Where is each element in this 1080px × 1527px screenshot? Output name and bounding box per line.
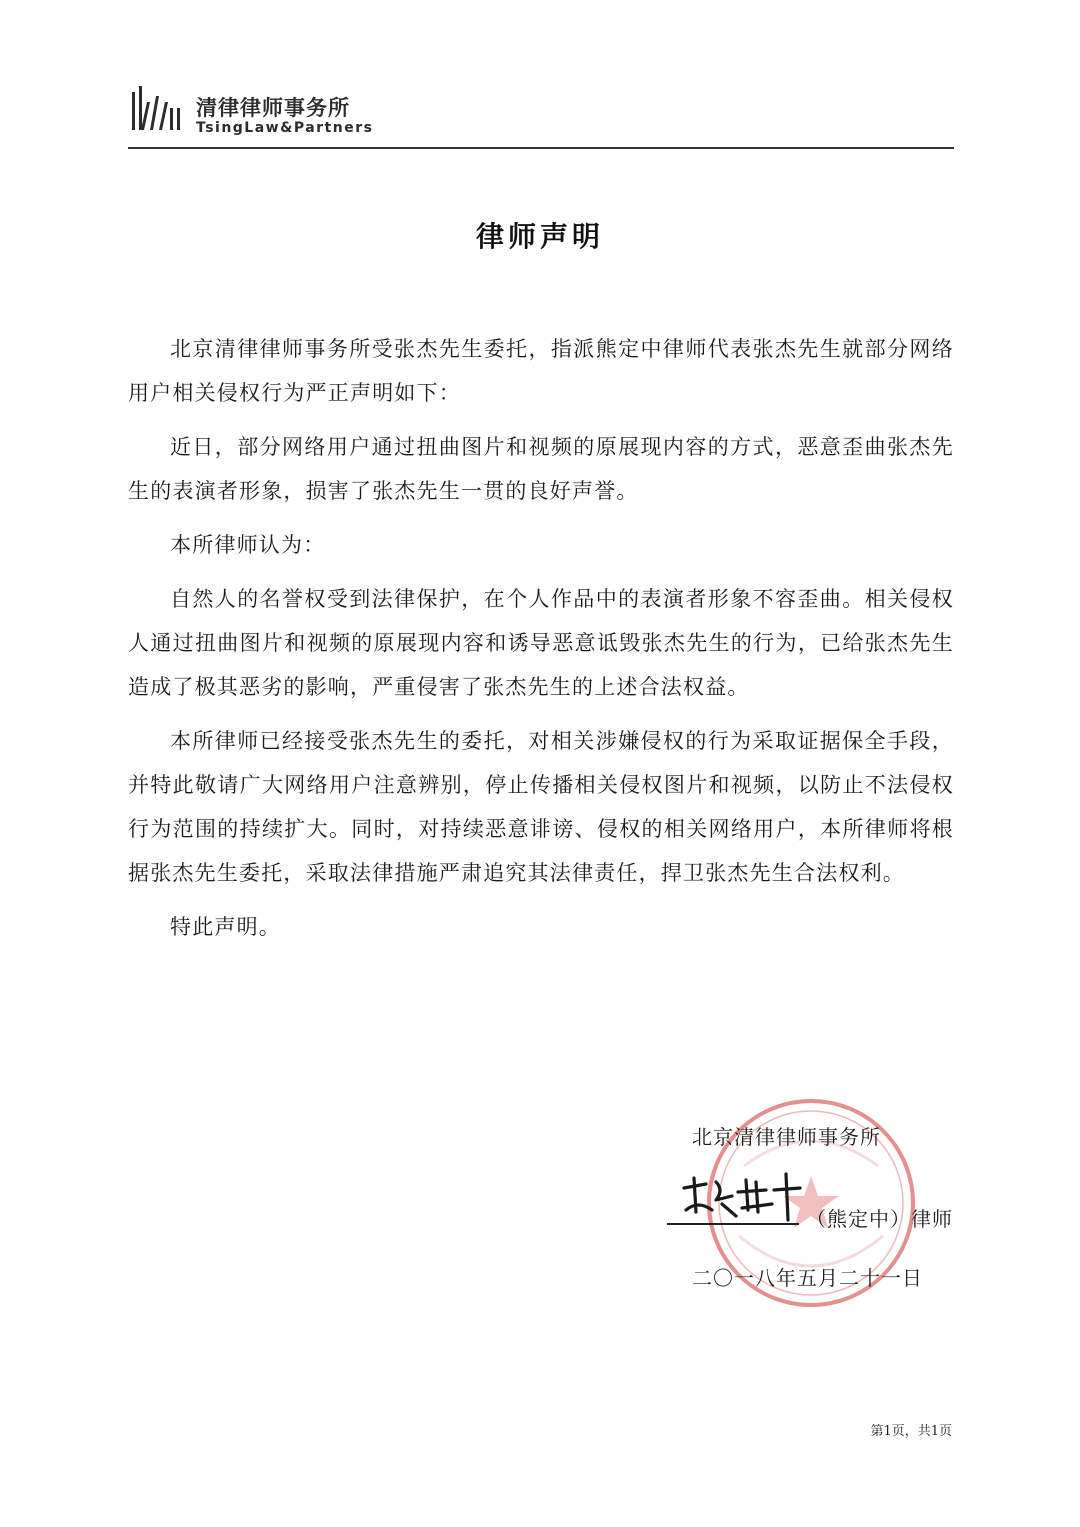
letterhead-firm-name-en: TsingLaw&Partners	[196, 120, 374, 136]
paragraph: 本所律师认为：	[170, 533, 326, 557]
paragraph: 近日，部分网络用户通过扭曲图片和视频的原展现内容的方式，恶意歪曲张杰先生的表演者形象，损害了张杰先生一贯的良好声誉。	[128, 435, 954, 503]
paragraph: 特此声明。	[170, 915, 281, 939]
paragraph: 北京清律律师事务所受张杰先生委托，指派熊定中律师代表张杰先生就部分网络用户相关侵权行为严正声明如下：	[128, 337, 954, 405]
page-number: 第1页，共1页	[870, 1424, 952, 1439]
firm-logo-icon	[130, 86, 190, 132]
document-body	[128, 327, 954, 959]
handwritten-signature-icon	[676, 1160, 826, 1224]
document-title: 律师声明	[475, 220, 604, 253]
signature-lawyer-name: （熊定中）律师	[806, 1207, 953, 1231]
letterhead-divider	[128, 147, 954, 149]
paragraph: 本所律师已经接受张杰先生的委托，对相关涉嫌侵权的行为采取证据保全手段，并特此敬请广大网络用户注意辨别，停止传播相关侵权图片和视频，以防止不法侵权行为范围的持续扩大。同时，对持续恶意诽谤、侵权的相关网络用户，本所律师将根据张杰先生委托，采取法律措施严肃追究其法律责任，捍卫张杰先生合法权利。	[128, 729, 954, 885]
letterhead-firm-name-cn: 清律律师事务所	[196, 96, 350, 120]
signature-date: 二〇一八年五月二十一日	[692, 1266, 923, 1290]
signature-line	[667, 1223, 799, 1225]
paragraph: 自然人的名誉权受到法律保护，在个人作品中的表演者形象不容歪曲。相关侵权人通过扭曲图片和视频的原展现内容和诱导恶意诋毁张杰先生的行为，已给张杰先生造成了极其恶劣的影响，严重侵害了张杰先生的上述合法权益。	[128, 587, 954, 699]
signature-firm: 北京清律律师事务所	[692, 1125, 881, 1149]
